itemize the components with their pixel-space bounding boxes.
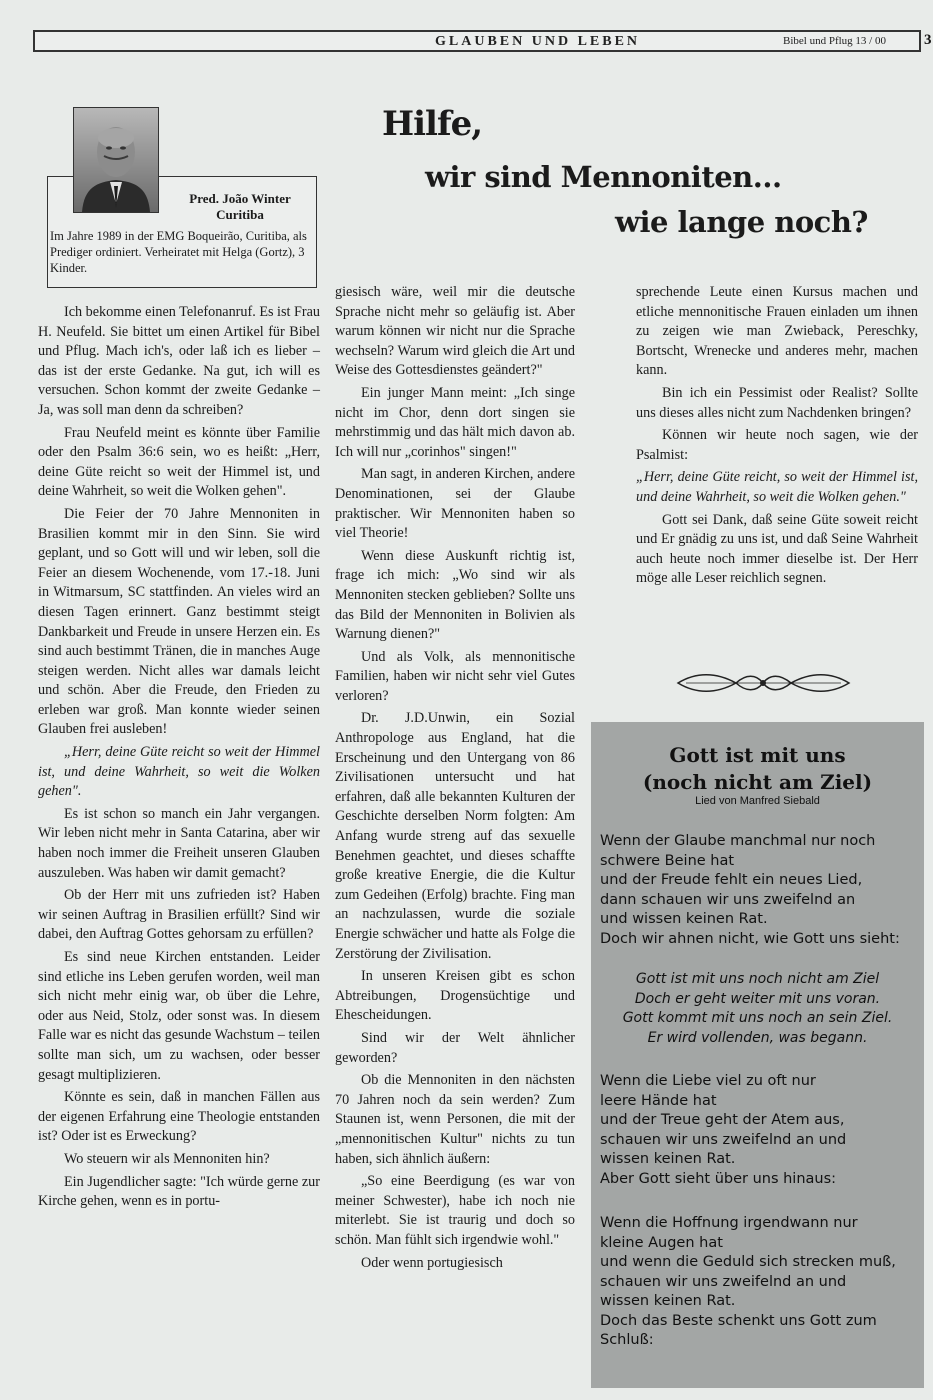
paragraph: Frau Neufeld meint es könnte über Familie oder den Psalm 36:6 sein, wo es heißt: „Herr, deine Güte reicht so weit der Himmel ist, und deine Wahrheit, so weit die Wolken gehen".: [38, 424, 320, 500]
verse-line: Schluß:: [600, 1332, 654, 1348]
paragraph: Ein junger Mann meint: „Ich singe nicht im Chor, denn dort singen sie mehrstimmig und das hält mich davon ab. Ich will nur „corinhos" singen!": [335, 384, 575, 460]
verse-line: leere Hände hat: [600, 1092, 717, 1109]
refrain-line: Doch er geht weiter mit uns voran.: [634, 990, 881, 1007]
paragraph: Sind wir der Welt ähnlicher geworden?: [335, 1029, 575, 1066]
paragraph: sprechende Leute einen Kursus machen und etliche mennonitische Frauen einladen um ihnen zu zeigen wie man Zwieback, Pereschky, Bortscht, Wrenecke und anderes mehr, machen kann.: [636, 284, 918, 379]
paragraph: Wo steuern wir als Mennoniten hin?: [64, 1150, 270, 1167]
paragraph: Könnte es sein, daß in manchen Fällen aus der eigenen Erfahrung eine Theologie entstanden ist? Oder ist es Erweckung?: [38, 1089, 320, 1145]
paragraph: Es sind neue Kirchen entstanden. Leider sind etliche ins Leben gerufen worden, weil man sich nicht mehr einig war, ob über die Lehre, oder aus Neid, Stolz, oder sonst was. In diesem Falle war es nicht das gesunde Wachstum – teilen sollte man sich, um zu wachsen, oder besser gesagt multiplizieren.: [38, 949, 320, 1083]
quote-paragraph: „Herr, deine Güte reicht, so weit der Himmel ist, und deine Wahrheit, so weit die Wolken gehen.": [636, 469, 918, 505]
author-location: Curitiba: [216, 207, 264, 222]
paragraph: Gott sei Dank, daß seine Güte soweit reicht und Er gnädig zu uns ist, und daß Seine Wahrheit auch heute noch immer dieselbe ist. Der Herr möge alle Leser reichlich segnen.: [636, 511, 918, 587]
verse-line: kleine Augen hat: [600, 1234, 723, 1251]
verse-line: schauen wir uns zweifelnd an und: [600, 1273, 847, 1290]
paragraph: Bin ich ein Pessimist oder Realist? Sollte uns dieses alles nicht zum Nachdenken bringen?: [636, 384, 918, 421]
section-title: GLAUBEN UND LEBEN: [435, 34, 641, 49]
quote-paragraph: „Herr, deine Güte reicht so weit der Himmel ist, und deine Wahrheit, so weit die Wolken gehen".: [38, 744, 320, 800]
paragraph: giesisch wäre, weil mir die deutsche Sprache nicht mehr so geläufig ist. Aber warum können wir nicht nur die Sprache wechseln? Warum wird gleich die Art und Weise des Gottesdienstes geändert?": [335, 284, 575, 379]
verse-line: dann schauen wir uns zweifelnd an: [600, 891, 856, 908]
verse-line: wissen keinen Rat.: [600, 1293, 736, 1309]
paragraph: Man sagt, in anderen Kirchen, andere Denominationen, sei der Glaube praktischer. Wir Mennoniten haben so viel Theorie!: [335, 466, 575, 542]
paragraph: Es ist schon so manch ein Jahr vergangen. Wir leben nicht mehr in Santa Catarina, aber wir haben noch immer die Freiheit unseren Glauben auszuleben. Was haben wir damit gemacht?: [38, 805, 320, 881]
paragraph: Ob die Mennoniten in den nächsten 70 Jahren noch da sein werden? Zum Staunen ist, wenn Personen, die mit der „mennonitischen Kultur" nichts zu tun haben, sich ähnlich äußern:: [335, 1072, 575, 1167]
verse-line: und der Treue geht der Atem aus,: [600, 1112, 845, 1128]
paragraph: Ein Jugendlicher sagte: "Ich würde gerne zur Kirche gehen, wenn es in portu-: [38, 1173, 320, 1210]
paragraph: „So eine Beerdigung (es war von meiner Schwester), habe ich noch nie miterlebt. Sie ist traurig und doch so schön. Man fühlt sich irgendwie wohl.": [335, 1173, 575, 1248]
verse-line: und wenn die Geduld sich strecken muß,: [600, 1254, 896, 1270]
author-bio: Im Jahre 1989 in der EMG Boqueirão, Curitiba, als Prediger ordiniert. Verheiratet mit Helga (Gortz), 3 Kinder.: [50, 229, 307, 275]
refrain-line: Gott ist mit uns noch nicht am Ziel: [635, 971, 880, 987]
verse-line: und der Freude fehlt ein neues Lied,: [600, 872, 863, 888]
paragraph: Dr. J.D.Unwin, ein Sozial Anthropologe aus England, hat die Erscheinung und den Untergang von 86 Zivilisationen untersucht und hat erfahren, daß alle bekannten Kulturen der Geschichte derselben Norm folgten: Am Anfang wurde streng auf das sexuelle Benehmen geachtet, und dieses schaffte große kreative Energie, die die Kultur zum Gedeihen (Erfolg) brachte. Fing man an nachzulassen, wurde die soziale Energie schwächer und hatte als Folge die Zerstörung der Zivilisation.: [335, 710, 575, 962]
author-name: [180, 191, 300, 223]
headline-line3: wie lange noch?: [615, 205, 868, 239]
paragraph: Oder wenn portugiesisch: [361, 1254, 503, 1271]
paragraph: Wenn diese Auskunft richtig ist, frage ich mich: „Wo sind wir als Mennoniten stecken geblieben? Sollte uns das Bild der Mennoniten in Bolivien als Warnung dienen?": [335, 547, 575, 643]
page-header: [33, 30, 932, 52]
paragraph: Ich bekomme einen Telefonanruf. Es ist Frau H. Neufeld. Sie bittet um einen Artikel für Bibel und Pflug. Mach ich's, oder laß ich es lieber – das ist der erste Gedanke. Na gut, ich will es versuchen. Schon kommt der zweite Gedanke – Ja, was soll man denn da schreiben?: [38, 304, 321, 418]
verse-line: Doch das Beste schenkt uns Gott zum: [600, 1312, 877, 1329]
magazine-issue: Bibel und Pflug 13 / 00: [783, 35, 886, 47]
author-name-line1: Pred. João Winter: [189, 191, 291, 206]
song-box: [591, 722, 924, 1388]
bleed-through-decoration: [160, 112, 170, 154]
verse-line: Wenn der Glaube manchmal nur noch: [600, 833, 876, 849]
paragraph: Die Feier der 70 Jahre Mennoniten in Brasilien kommt mir in den Sinn. Sie wird geplant, und so Gott will und wir leben, soll die Feier an diesem Wochenende, vom 17.-18. Juni in Witmarsum, SC stattfinden. An vieles wird an diesen Tagen erinnert. Ganz bestimmt steigt Dankbarkeit und Freude in unsere Herzen ein. Es sind auch bestimmt Tränen, die in manches Auge steigen werden. Nicht alles war damals leicht und schön. Aber die Freude, den Frieden zu erleben war groß. Man konnte wieder seinen Glauben frei ausleben!: [38, 505, 320, 738]
refrain-line: Er wird vollenden, was begann.: [647, 1029, 868, 1046]
refrain-line: Gott kommt mit uns noch an sein Ziel.: [622, 1010, 893, 1026]
song-title-line1: Gott ist mit uns: [669, 743, 846, 767]
verse-line: wissen keinen Rat.: [600, 1151, 736, 1167]
verse-line: und wissen keinen Rat.: [600, 911, 768, 927]
article-column-3: [636, 283, 918, 592]
portrait-image: [74, 108, 158, 212]
paragraph: Ob der Herr mit uns zufrieden ist? Haben wir seinen Auftrag in Brasilien erfüllt? Sind wir dabei, den Auftrag Gottes gehorsam zu erfüllen?: [38, 887, 320, 943]
song-verse-2: [600, 1072, 846, 1189]
song-verse-3: [600, 1214, 896, 1351]
paragraph: In unseren Kreisen gibt es schon Abtreibungen, Drogensüchtige und Ehescheidungen.: [335, 968, 575, 1024]
author-photo: [73, 107, 159, 213]
song-title: [591, 742, 924, 796]
song-author: Lied von Manfred Siebald: [695, 795, 820, 807]
verse-line: Wenn die Liebe viel zu oft nur: [600, 1073, 816, 1089]
headline-line2: wir sind Mennoniten...: [425, 160, 782, 194]
verse-line: schwere Beine hat: [600, 852, 735, 869]
ornament-divider-icon: [676, 670, 851, 696]
article-column-2: [335, 283, 575, 1276]
song-refrain: [591, 970, 924, 1048]
page-number: 3: [924, 32, 932, 48]
article-column-1: [38, 303, 320, 1215]
paragraph: Können wir heute noch sagen, wie der Psalmist:: [636, 427, 918, 463]
verse-line: Wenn die Hoffnung irgendwann nur: [600, 1215, 858, 1231]
headline-line1: Hilfe,: [382, 104, 483, 144]
verse-line: Aber Gott sieht über uns hinaus:: [600, 1170, 837, 1187]
verse-line: schauen wir uns zweifelnd an und: [600, 1131, 847, 1148]
paragraph: Und als Volk, als mennonitische Familien, haben wir nicht sehr viel Gutes verloren?: [335, 648, 575, 704]
song-title-line2: (noch nicht am Ziel): [642, 770, 873, 794]
verse-line: Doch wir ahnen nicht, wie Gott uns sieht:: [600, 930, 900, 947]
song-verse-1: [600, 832, 900, 949]
